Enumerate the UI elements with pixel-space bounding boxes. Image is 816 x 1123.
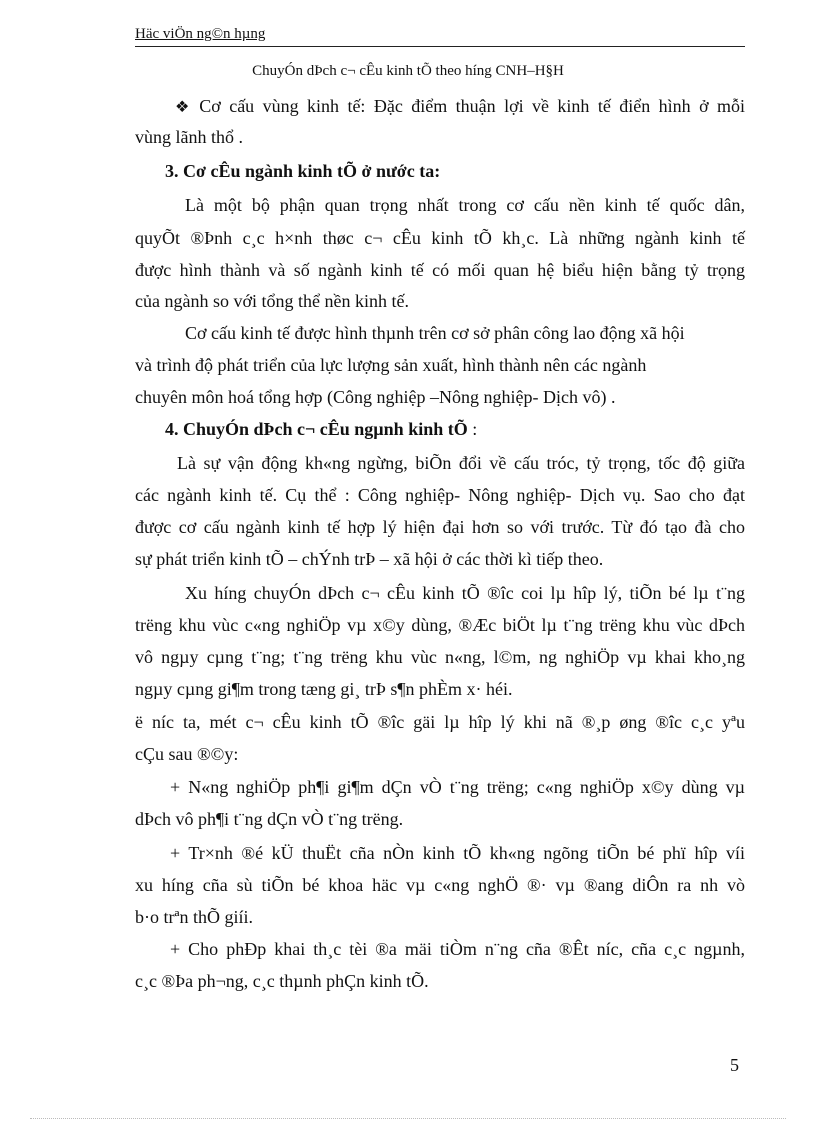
- s4-p2-line-4: ngµy cµng gi¶m trong tæng gi¸ trÞ s¶n phÈm x· héi.: [135, 679, 513, 699]
- header-title: ChuyÓn dÞch c¬ cÊu kinh tÕ theo híng CNH–H§H: [252, 63, 564, 79]
- section-4-heading-text: 4. ChuyÓn dÞch c¬ cÊu ngµnh kinh tÕ: [165, 419, 468, 439]
- bullet-line-1: [175, 95, 745, 119]
- s4-p1-line-2: các ngành kinh tế. Cụ thể : Công nghiệp- Nông nghiệp- Dịch vụ. Sao cho đạt: [135, 485, 745, 505]
- s3-p1-line-3: được hình thành và số ngành kinh tế có mối quan hệ biểu hiện bằng tỷ trọng: [135, 260, 745, 280]
- section-4-heading-suffix: :: [467, 419, 478, 439]
- s3-p1-line-1: Là một bộ phận quan trọng nhất trong cơ cấu nền kinh tế quốc dân,: [185, 195, 745, 215]
- s4-p2-line-2: trëng khu vùc c«ng nghiÖp vµ x©y dùng, ®Æc biÖt lµ t¨ng trëng khu vùc dÞch: [135, 615, 745, 635]
- diamond-bullet-icon: ❖: [175, 99, 194, 116]
- header-institution: Häc viÖn ng©n hµng: [135, 26, 266, 42]
- s3-p1-line-4: của ngành so với tổng thể nền kinh tế.: [135, 291, 409, 311]
- page-bottom-rule: [30, 1118, 786, 1119]
- s4-list-2-line-3: b·o trªn thÕ giíi.: [135, 907, 253, 927]
- section-4-heading: [165, 418, 775, 440]
- bullet-line-2: vùng lãnh thổ .: [135, 127, 243, 147]
- section-3-heading: 3. Cơ cÊu ngành kinh tÕ ở nước ta:: [165, 161, 441, 181]
- s4-p2-line-1: Xu híng chuyÓn dÞch c¬ cÊu kinh tÕ ®îc coi lµ hîp lý, tiÕn bé lµ t¨ng: [185, 583, 745, 603]
- s4-list-2-line-1: + Tr×nh ®é kÜ thuËt cña nÒn kinh tÕ kh«ng ngõng tiÕn bé phï hîp víi: [170, 843, 745, 863]
- header-divider: [135, 46, 745, 47]
- s4-list-3-line-1: + Cho phÐp khai th¸c tèi ®a mäi tiÒm n¨ng cña ®Êt níc, cña c¸c ngµnh,: [170, 939, 745, 959]
- s4-p3-line-2: cÇu sau ®©y:: [135, 744, 239, 764]
- s3-p1-line-2: quyÕt ®Þnh c¸c h×nh thøc c¬ cÊu kinh tÕ kh¸c. Là những ngành kinh tế: [135, 228, 745, 248]
- s3-p2-line-3: chuyên môn hoá tổng hợp (Công nghiệp –Nông nghiệp- Dịch vô) .: [135, 387, 616, 407]
- s4-p3-line-1: ë níc ta, mét c¬ cÊu kinh tÕ ®îc gäi lµ hîp lý khi nã ®¸p øng ®îc c¸c yªu: [135, 712, 745, 732]
- s3-p2-line-1: Cơ cấu kinh tế được hình thµnh trên cơ sở phân công lao động xã hội: [185, 323, 685, 343]
- s4-list-1-line-2: dÞch vô ph¶i t¨ng dÇn vÒ t¨ng trëng.: [135, 809, 404, 829]
- s3-p2-line-2: và trình độ phát triển của lực lượng sản xuất, hình thành nên các ngành: [135, 355, 647, 375]
- s4-p1-line-4: sự phát triển kinh tÕ – chÝnh trÞ – xã hội ở các thời kì tiếp theo.: [135, 549, 604, 569]
- s4-p1-line-1: Là sự vận động kh«ng ngừng, biÕn đổi về cấu tróc, tỷ trọng, tốc độ giữa: [177, 453, 745, 473]
- s4-list-3-line-2: c¸c ®Þa ph¬ng, c¸c thµnh phÇn kinh tÕ.: [135, 971, 429, 991]
- s4-list-1-line-1: + N«ng nghiÖp ph¶i gi¶m dÇn vÒ t¨ng trëng; c«ng nghiÖp x©y dùng vµ: [170, 777, 745, 797]
- s4-p1-line-3: được cơ cấu ngành kinh tế hợp lý hiện đại hơn so với trước. Từ đó tạo đà cho: [135, 517, 745, 537]
- page-number: 5: [730, 1055, 739, 1075]
- bullet-text-1: Cơ cấu vùng kinh tế: Đặc điểm thuận lợi về kinh tế điển hình ở mỗi: [199, 96, 746, 116]
- s4-p2-line-3: vô ngµy cµng t¨ng; t¨ng trëng khu vùc n«ng, l©m, ng nghiÖp vµ khai kho¸ng: [135, 647, 745, 667]
- s4-list-2-line-2: xu híng cña sù tiÕn bé khoa häc vµ c«ng nghÖ ®· vµ ®ang diÔn ra nh vò: [135, 875, 745, 895]
